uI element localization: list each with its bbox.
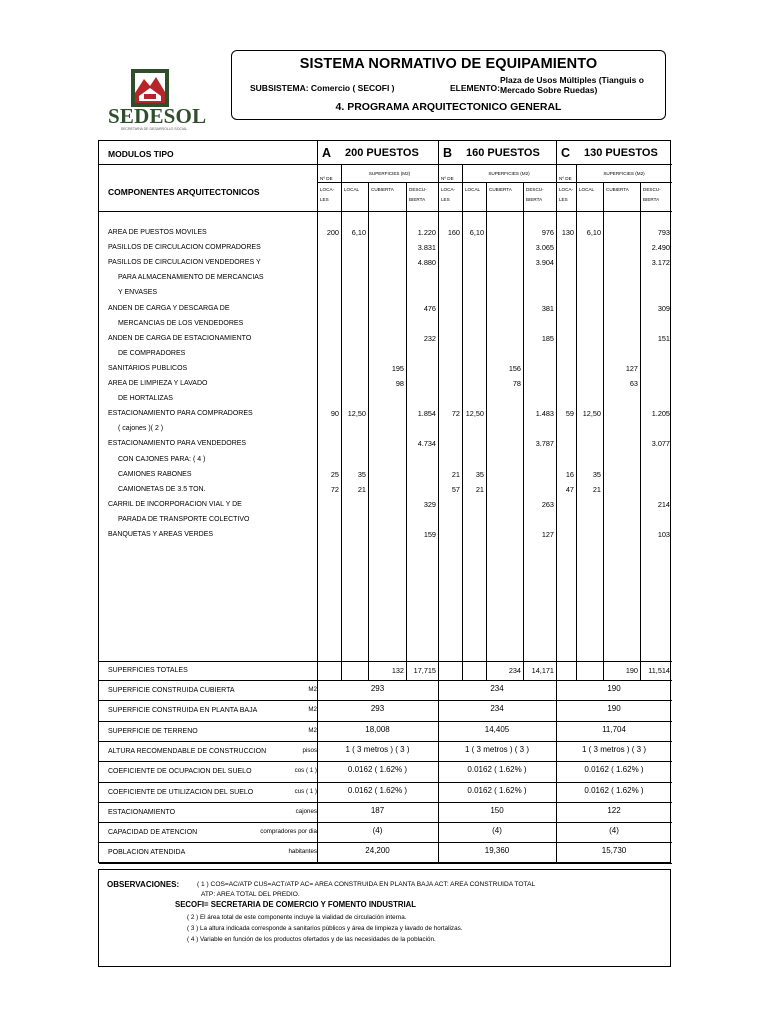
descubierta-header: DESCU-	[526, 187, 544, 192]
summary-label: ALTURA RECOMENDABLE DE CONSTRUCCION	[108, 747, 267, 755]
total-cubierta-value: 132	[391, 666, 404, 675]
superficies-header: SUPERFICIES (M2)	[368, 171, 411, 176]
summary-value: 293	[370, 704, 385, 714]
summary-value: 19,360	[484, 846, 510, 856]
modulos-tipo-label: MODULOS TIPO	[108, 149, 174, 159]
summary-label: ESTACIONAMIENTO	[108, 808, 176, 816]
component-value: 4.734	[417, 439, 436, 449]
module-divider	[317, 141, 318, 863]
component-value: 21	[451, 469, 460, 479]
component-value: 3.077	[651, 439, 670, 449]
component-value: 2.490	[651, 243, 670, 253]
component-value: 59	[565, 409, 574, 419]
summary-unit: compradores por dia	[260, 828, 317, 836]
component-value: 1.205	[651, 409, 670, 419]
component-label: PASILLOS DE CIRCULACION VENDEDORES Y	[108, 259, 261, 267]
superficies-header: SUPERFICIES (M2)	[603, 171, 645, 176]
summary-rule	[99, 721, 672, 722]
header-rule	[99, 164, 672, 165]
component-value: 200	[326, 228, 339, 237]
summary-label: CAPACIDAD DE ATENCION	[108, 829, 198, 837]
num-locales-header: LES	[441, 197, 450, 202]
component-label: CON CAJONES PARA: ( 4 )	[118, 455, 206, 463]
component-value: 12,50	[582, 409, 601, 419]
num-locales-header: Nº DE	[320, 176, 333, 181]
summary-value: 122	[607, 805, 621, 815]
cubierta-header: CUBIERTA	[489, 187, 512, 192]
summary-value: 187	[370, 805, 385, 815]
component-value: 35	[475, 469, 484, 479]
component-label: CARRIL DE INCORPORACION VIAL Y DE	[108, 500, 242, 508]
component-value: 78	[512, 379, 521, 388]
subcolumn-rule	[462, 164, 463, 680]
component-value: 57	[451, 484, 460, 494]
observation-note-1: ( 1 ) COS=AC/ATP CUS=ACT/ATP AC= AREA CONSTRUIDA EN PLANTA BAJA ACT: AREA CONSTRUIDA TOTAL	[197, 881, 536, 888]
component-value: 127	[541, 530, 554, 539]
component-value: 1.854	[417, 409, 436, 419]
program-title: 4. PROGRAMA ARQUITECTONICO GENERAL	[335, 101, 562, 113]
component-value: 21	[592, 484, 601, 494]
sedesol-emblem-icon	[130, 68, 170, 108]
subcolumn-rule	[368, 182, 369, 680]
summary-value: 14,405	[484, 724, 510, 734]
component-value: 6,10	[586, 228, 601, 237]
local-header: LOCAL	[344, 187, 360, 192]
summary-rule	[99, 822, 672, 823]
total-descubierta-value: 17,715	[413, 666, 436, 675]
component-value: 476	[423, 303, 436, 313]
component-label: CAMIONES RABONES	[118, 470, 192, 478]
component-value: 25	[330, 469, 339, 479]
descubierta-header: DESCU-	[409, 187, 427, 192]
component-value: 72	[451, 409, 460, 419]
total-cubierta-value: 234	[508, 666, 521, 675]
component-value: 263	[541, 499, 554, 509]
component-label: PARADA DE TRANSPORTE COLECTIVO	[118, 515, 250, 523]
component-label: DE HORTALIZAS	[118, 395, 173, 403]
summary-unit: cajones	[295, 807, 317, 815]
secofi-definition: SECOFI= SECRETARIA DE COMERCIO Y FOMENTO INDUSTRIAL	[175, 900, 417, 909]
summary-value: 234	[490, 704, 504, 714]
component-label: BANQUETAS Y AREAS VERDES	[108, 531, 214, 538]
totals-top-rule	[99, 661, 672, 662]
component-value: 6,10	[351, 228, 366, 237]
component-label: PASILLOS DE CIRCULACION COMPRADORES	[108, 244, 261, 252]
component-label: ANDEN DE CARGA DE ESTACIONAMIENTO	[108, 334, 252, 342]
module-title: 130 PUESTOS	[584, 147, 658, 159]
component-label: AREA DE PUESTOS MOVILES	[108, 229, 207, 236]
module-title: 160 PUESTOS	[466, 147, 540, 159]
document-header	[231, 50, 666, 120]
summary-value: 1 ( 3 metros ) ( 3 )	[464, 744, 529, 754]
component-value: 3.787	[535, 439, 554, 449]
component-label: ANDEN DE CARGA Y DESCARGA DE	[108, 304, 230, 312]
component-label: ( cajones )( 2 )	[118, 425, 164, 433]
module-letter: A	[322, 146, 332, 160]
summary-unit: cus ( 1 )	[294, 787, 317, 795]
component-value: 21	[475, 484, 484, 494]
component-value: 21	[357, 484, 366, 494]
summary-rule	[99, 782, 672, 783]
component-value: 35	[357, 469, 366, 479]
cubierta-header: CUBIERTA	[606, 187, 629, 192]
observation-note-3: ( 3 ) La altura indicada corresponde a sanitarios públicos y área de limpieza y lavado de hortalizas.	[187, 925, 463, 932]
component-value: 976	[541, 228, 554, 237]
summary-value: 293	[370, 684, 385, 693]
summary-unit: M2	[308, 686, 317, 693]
component-value: 103	[657, 530, 670, 539]
component-value: 151	[657, 333, 670, 343]
subcolumn-rule	[576, 164, 577, 680]
component-label: PARA ALMACENAMIENTO DE MERCANCIAS	[118, 274, 264, 282]
subcolumn-rule	[640, 182, 641, 680]
component-value: 185	[541, 333, 554, 343]
summary-unit: habitantes	[288, 848, 317, 856]
element-value: Plaza de Usos Múltiples (Tianguis o Mercado Sobre Ruedas)	[500, 75, 644, 95]
summary-value: 0.0162 ( 1.62% )	[347, 785, 408, 795]
summary-value: 190	[607, 704, 621, 714]
num-locales-header: LOCA-	[320, 187, 335, 192]
component-value: 195	[391, 363, 404, 373]
summary-unit: cos ( 1 )	[294, 767, 317, 775]
component-value: 156	[508, 363, 521, 373]
component-value: 47	[565, 484, 574, 494]
component-value: 3.831	[417, 243, 436, 253]
component-value: 232	[423, 333, 436, 343]
descubierta-header: BIERTA	[409, 197, 426, 202]
component-value: 6,10	[469, 228, 484, 237]
summary-value: 15,730	[601, 846, 627, 856]
summary-label: COEFICIENTE DE UTILIZACION DEL SUELO	[108, 788, 254, 796]
summary-label: SUPERFICIE CONSTRUIDA EN PLANTA BAJA	[108, 707, 258, 715]
component-label: ESTACIONAMIENTO PARA COMPRADORES	[108, 410, 253, 418]
component-value: 72	[330, 484, 339, 494]
component-value: 12,50	[465, 409, 484, 419]
module-divider	[438, 141, 439, 863]
program-table	[98, 140, 671, 863]
subcolumn-rule	[406, 182, 407, 680]
component-value: 214	[657, 499, 670, 509]
component-value: 1.220	[417, 228, 436, 237]
componentes-label: COMPONENTES ARQUITECTONICOS	[108, 187, 260, 197]
total-descubierta-value: 11,514	[648, 666, 670, 675]
summary-value: (4)	[492, 826, 502, 836]
descubierta-header: BIERTA	[526, 197, 543, 202]
component-value: 35	[592, 469, 601, 479]
summary-label: COEFICIENTE DE OCUPACION DEL SUELO	[108, 768, 252, 776]
subcolumn-rule	[341, 164, 342, 680]
local-header: LOCAL	[465, 187, 481, 192]
component-value: 130	[561, 228, 574, 237]
subsystem-label: SUBSISTEMA: Comercio ( SECOFI )	[250, 83, 395, 93]
observation-note-2: ( 2 ) El área total de este componente incluye la vialidad de circulación interna.	[187, 914, 407, 921]
header-bottom-rule	[99, 211, 672, 212]
subcolumn-rule	[523, 182, 524, 680]
component-label: CAMIONETAS DE 3.5 TON.	[118, 485, 206, 493]
component-value: 1.483	[535, 409, 554, 419]
total-cubierta-value: 190	[625, 666, 638, 675]
observation-note-1b: ATP: AREA TOTAL DEL PREDIO.	[201, 891, 300, 898]
component-value: 3.065	[535, 243, 554, 253]
summary-rule	[99, 842, 672, 843]
component-label: SANITARIOS PUBLICOS	[108, 364, 188, 372]
subheader-rule	[317, 182, 672, 183]
summary-label: POBLACION ATENDIDA	[108, 849, 186, 857]
component-label: AREA DE LIMPIEZA Y LAVADO	[108, 380, 208, 387]
summary-value: 24,200	[365, 846, 390, 856]
subcolumn-rule	[486, 182, 487, 680]
descubierta-header: DESCU-	[643, 187, 661, 192]
summary-value: 0.0162 ( 1.62% )	[584, 785, 644, 795]
descubierta-header: BIERTA	[643, 197, 660, 202]
summary-rule	[99, 700, 672, 701]
summary-unit: M2	[308, 726, 317, 734]
summary-value: 0.0162 ( 1.62% )	[347, 765, 408, 775]
summary-unit: pisos	[302, 746, 317, 754]
document-title: SISTEMA NORMATIVO DE EQUIPAMIENTO	[299, 56, 598, 72]
element-label: ELEMENTO:	[450, 83, 500, 93]
subcolumn-rule	[603, 182, 604, 680]
summary-value: 18,008	[365, 724, 390, 734]
summary-unit: M2	[308, 706, 317, 714]
cubierta-header: CUBIERTA	[371, 187, 394, 192]
summary-rule	[99, 761, 672, 762]
observations-box	[98, 869, 671, 967]
local-header: LOCAL	[579, 187, 595, 192]
summary-value: 234	[490, 684, 504, 693]
component-value: 3.904	[535, 258, 554, 268]
summary-value: 150	[490, 805, 504, 815]
summary-label: SUPERFICIE DE TERRENO	[108, 727, 198, 735]
summary-value: 0.0162 ( 1.62% )	[467, 785, 527, 795]
num-locales-header: Nº DE	[441, 176, 454, 181]
totals-label: SUPERFICIES TOTALES	[108, 667, 188, 674]
sedesol-logo	[106, 68, 207, 134]
summary-value: 1 ( 3 metros ) ( 3 )	[581, 744, 646, 754]
component-value: 3.172	[651, 258, 670, 268]
num-locales-header: LOCA-	[441, 187, 456, 192]
component-label: Y ENVASES	[118, 289, 158, 297]
summary-rule	[99, 741, 672, 742]
component-label: MERCANCIAS DE LOS VENDEDORES	[118, 319, 244, 327]
component-value: 329	[423, 499, 436, 509]
component-value: 793	[657, 228, 670, 237]
summary-label: SUPERFICIE CONSTRUIDA CUBIERTA	[108, 687, 235, 694]
component-value: 309	[657, 303, 670, 313]
summary-value: 0.0162 ( 1.62% )	[584, 765, 644, 775]
component-value: 381	[541, 303, 554, 313]
component-value: 98	[395, 379, 404, 388]
component-value: 160	[447, 228, 460, 237]
component-label: ESTACIONAMIENTO PARA VENDEDORES	[108, 440, 247, 448]
summary-value: 11,704	[602, 724, 626, 734]
num-locales-header: LOCA-	[559, 187, 574, 192]
module-letter: C	[561, 146, 571, 160]
summary-value: 0.0162 ( 1.62% )	[467, 765, 527, 775]
num-locales-header: LES	[559, 197, 568, 202]
num-locales-header: LES	[320, 197, 329, 202]
component-value: 16	[565, 469, 574, 479]
component-value: 90	[330, 409, 339, 419]
component-label: DE COMPRADORES	[118, 349, 186, 357]
summary-rule	[99, 802, 672, 803]
totals-bottom-rule	[99, 680, 672, 681]
summary-value: (4)	[372, 826, 383, 836]
module-title: 200 PUESTOS	[345, 147, 419, 159]
summary-rule	[99, 863, 672, 864]
total-descubierta-value: 14,171	[531, 666, 554, 675]
component-value: 127	[625, 363, 638, 373]
component-value: 159	[423, 530, 436, 539]
component-value: 12,50	[347, 409, 366, 419]
component-value: 4.880	[417, 258, 436, 268]
module-divider	[556, 141, 557, 863]
num-locales-header: Nº DE	[559, 176, 572, 181]
component-value: 63	[629, 379, 638, 388]
superficies-header: SUPERFICIES (M2)	[488, 171, 530, 176]
summary-value: 190	[607, 684, 621, 693]
logo-tagline: SECRETARIA DE DESARROLLO SOCIAL	[120, 127, 188, 131]
module-letter: B	[443, 146, 453, 160]
logo-wordmark: SEDESOL	[108, 104, 207, 128]
summary-value: (4)	[609, 826, 619, 836]
observation-note-4: ( 4 ) Variable en función de los productos ofertados y de las necesidades de la población.	[187, 936, 436, 943]
summary-value: 1 ( 3 metros ) ( 3 )	[345, 744, 410, 754]
observations-label: OBSERVACIONES:	[107, 880, 180, 889]
